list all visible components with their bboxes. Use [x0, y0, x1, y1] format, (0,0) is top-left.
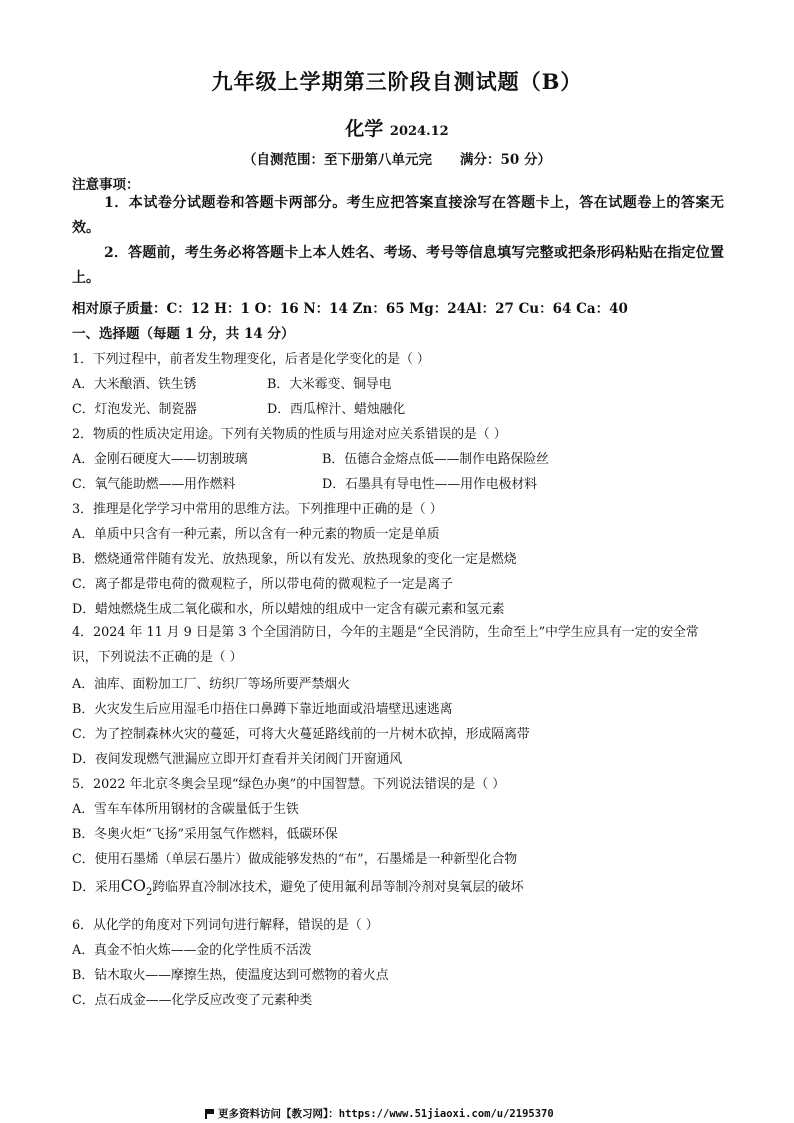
- option: C．为了控制森林火灾的蔓延，可将大火蔓延路线前的一片树木砍掉，形成隔离带: [72, 727, 530, 742]
- option: B．冬奥火炬“飞扬”采用氢气作燃料，低碳环保: [72, 827, 338, 842]
- exam-title: 九年级上学期第三阶段自测试题（B）: [211, 69, 583, 94]
- footer-text[interactable]: 更多资料访问【教习网】：https://www.51jiaoxi.com/u/2195370: [218, 1108, 554, 1120]
- question-stem: 5．2022 年北京冬奥会呈现“绿色办奥”的中国智慧。下列说法错误的是（ ）: [72, 777, 506, 792]
- formula-base: CO: [120, 876, 147, 895]
- option: A．单质中只含有一种元素，所以含有一种元素的物质一定是单质: [72, 527, 440, 542]
- atomic-mass-line: 相对原子质量：C：12 H：1 O：16 N：14 Zn：65 Mg：24Al：27 Cu：64 Ca：40: [72, 301, 628, 317]
- option: B．大米霉变、铜导电: [267, 377, 392, 392]
- formula-subscript: 2: [146, 887, 153, 899]
- exam-scope: （自测范围：至下册第八单元完: [243, 152, 432, 168]
- full-score: 满分：50 分）: [460, 152, 551, 168]
- option: A．大米酿酒、铁生锈: [72, 377, 197, 392]
- question-stem: 4．2024 年 11 月 9 日是第 3 个全国消防日，今年的主题是“全民消防，生命至上”中学生应具有一定的安全常识，下列说法不正确的是（ ）: [72, 625, 699, 665]
- flag-icon: [205, 1109, 214, 1118]
- notice-item-2: 2．答题前，考生务必将答题卡上本人姓名、考场、考号等信息填写完整或把条形码粘贴在指定位置上。: [72, 245, 724, 286]
- option-d-prefix: D．采用: [72, 880, 121, 895]
- option: A．真金不怕火炼——金的化学性质不活泼: [72, 943, 312, 958]
- option: D．蜡烛燃烧生成二氧化碳和水，所以蜡烛的组成中一定含有碳元素和氢元素: [72, 602, 505, 617]
- scope-line: [0, 148, 794, 168]
- option: B．燃烧通常伴随有发光、放热现象，所以有发光、放热现象的变化一定是燃烧: [72, 552, 517, 567]
- question-stem: 1．下列过程中，前者发生物理变化，后者是化学变化的是（ ）: [72, 352, 430, 367]
- co2-formula: [120, 876, 153, 899]
- subject-line: [0, 114, 794, 141]
- option: C．离子都是带电荷的微观粒子，所以带电荷的微观粒子一定是离子: [72, 577, 453, 592]
- question-stem: 2．物质的性质决定用途。下列有关物质的性质与用途对应关系错误的是（ ）: [72, 427, 507, 442]
- option: D．石墨具有导电性——用作电极材料: [322, 477, 538, 492]
- option-d: [72, 876, 524, 898]
- option: A．油库、面粉加工厂、纺织厂等场所要严禁烟火: [72, 677, 350, 692]
- question-stem: 6．从化学的角度对下列词句进行解释，错误的是（ ）: [72, 918, 379, 933]
- option: D．夜间发现燃气泄漏应立即开灯查看并关闭阀门开窗通风: [72, 752, 403, 767]
- option: A．金刚石硬度大——切割玻璃: [72, 452, 248, 467]
- notice-heading: 注意事项：: [72, 177, 140, 193]
- option: C．使用石墨烯（单层石墨片）做成能够发热的“布”，石墨烯是一种新型化合物: [72, 852, 518, 867]
- option-d-suffix: 跨临界直冷制冰技术，避免了使用氟利昂等制冷剂对臭氧层的破坏: [152, 880, 524, 895]
- exam-date: 2024.12: [389, 124, 449, 139]
- subject-name: 化学: [345, 118, 384, 140]
- option: C．灯泡发光、制瓷器: [72, 402, 197, 417]
- section-heading: 一、选择题（每题 1 分，共 14 分）: [72, 326, 295, 342]
- option: A．雪车车体所用钢材的含碳量低于生铁: [72, 802, 299, 817]
- option: C．氧气能助燃——用作燃料: [72, 477, 236, 492]
- notice-item-1: 1．本试卷分试题卷和答题卡两部分。考生应把答案直接涂写在答题卡上，答在试题卷上的答案无效。: [72, 195, 724, 236]
- footer-link[interactable]: [205, 1106, 554, 1121]
- option: B．钻木取火——摩擦生热，使温度达到可燃物的着火点: [72, 968, 389, 983]
- option: B．火灾发生后应用湿毛巾捂住口鼻蹲下靠近地面或沿墙壁迅速逃离: [72, 702, 453, 717]
- option: D．西瓜榨汁、蜡烛融化: [267, 402, 406, 417]
- question-stem: 3．推理是化学学习中常用的思维方法。下列推理中正确的是（ ）: [72, 502, 443, 517]
- option: C．点石成金——化学反应改变了元素种类: [72, 993, 313, 1008]
- option: B．伍德合金熔点低——制作电路保险丝: [322, 452, 549, 467]
